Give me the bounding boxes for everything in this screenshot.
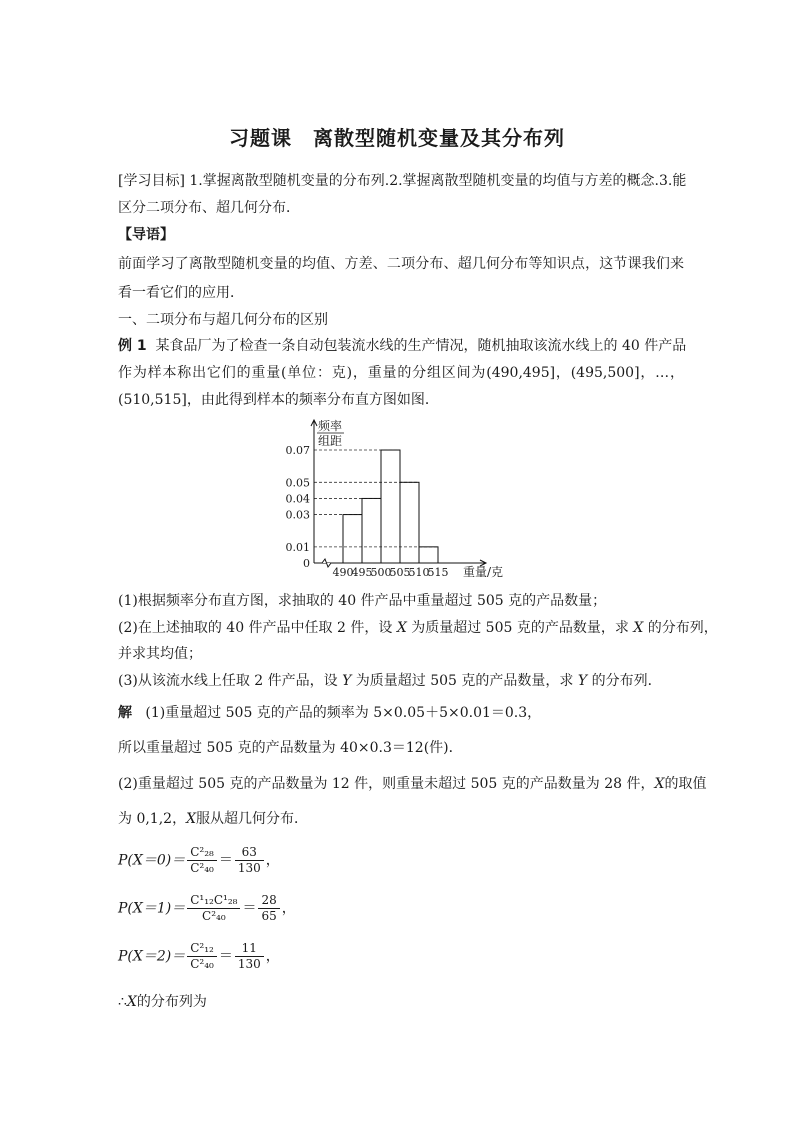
guide-line-2: 看一看它们的应用． bbox=[118, 285, 244, 301]
var-x: X bbox=[126, 994, 137, 1010]
histogram-bar bbox=[362, 498, 381, 563]
q2-part-a: (2)在上述抽取的 40 件产品中任取 2 件，设 bbox=[118, 620, 397, 636]
prob-x2-value bbox=[235, 941, 264, 972]
var-x: X bbox=[654, 776, 665, 792]
histogram-bar bbox=[400, 482, 419, 563]
var-x: X bbox=[396, 620, 407, 636]
distribution-lead-text: 的分布列为 bbox=[136, 994, 207, 1010]
solution-2-dist: 服从超几何分布． bbox=[196, 811, 309, 827]
equals: ＝ bbox=[242, 900, 257, 917]
q2-part-c: 的分布列， bbox=[643, 620, 718, 636]
guide-tag: 【导语】 bbox=[118, 227, 174, 243]
value-denominator: 65 bbox=[261, 909, 277, 923]
objective-text: 1.掌握离散型随机变量的分布列.2.掌握离散型随机变量的均值与方差的概念.3.能 bbox=[189, 173, 687, 189]
solution-2-text: (2)重量超过 505 克的产品数量为 12 件，则重量未超过 505 克的产品数量为 28 件， bbox=[118, 776, 655, 792]
question-2-line-2: 并求其均值； bbox=[118, 646, 202, 662]
equals: ＝ bbox=[218, 948, 233, 965]
y-tick-label: 0.07 bbox=[285, 444, 310, 458]
y-tick-label: 0.05 bbox=[285, 476, 310, 490]
value-numerator: 28 bbox=[258, 893, 279, 909]
solution-1b: 所以重量超过 505 克的产品数量为 40×0.3＝12(件)． bbox=[118, 740, 463, 756]
prob-x0 bbox=[118, 845, 280, 876]
prob-x1 bbox=[118, 893, 296, 924]
y-tick-label: 0.03 bbox=[285, 508, 310, 522]
q3-part-a: (3)从该流水线上任取 2 件产品，设 bbox=[118, 673, 343, 689]
x-axis-label: 重量/克 bbox=[463, 565, 504, 579]
histogram-bar bbox=[381, 450, 400, 563]
comb-numerator: C²₁₂ bbox=[187, 941, 217, 957]
solution-2-line-2 bbox=[118, 809, 684, 829]
prob-x2 bbox=[118, 941, 280, 972]
distribution-lead bbox=[118, 992, 684, 1012]
y-axis-label-bottom: 组距 bbox=[318, 434, 343, 448]
question-3 bbox=[118, 671, 684, 691]
section-heading: 一、二项分布与超几何分布的区别 bbox=[118, 312, 328, 328]
question-2-line-1 bbox=[118, 618, 718, 638]
prob-x1-value bbox=[258, 893, 279, 924]
example-line-3: (510,515]，由此得到样本的频率分布直方图如图． bbox=[118, 392, 439, 408]
y-axis-label-top: 频率 bbox=[318, 419, 343, 433]
comma: ， bbox=[265, 948, 280, 965]
prob-x0-value bbox=[235, 845, 264, 876]
prob-x0-lhs: P(X＝0)＝ bbox=[118, 852, 186, 869]
histogram-bar bbox=[419, 547, 438, 563]
prob-x2-comb bbox=[187, 941, 217, 972]
prob-x1-lhs: P(X＝1)＝ bbox=[118, 900, 186, 917]
solution-2-values: 为 0,1,2， bbox=[118, 811, 187, 827]
prob-x2-lhs: P(X＝2)＝ bbox=[118, 948, 186, 965]
x-tick-label: 515 bbox=[427, 566, 449, 579]
comb-denominator: C²₄₀ bbox=[202, 909, 226, 923]
q3-part-b: 为质量超过 505 克的产品数量，求 bbox=[351, 673, 578, 689]
prob-x0-comb bbox=[187, 845, 217, 876]
therefore-symbol: ∴ bbox=[118, 994, 127, 1010]
comb-denominator: C²₄₀ bbox=[190, 957, 214, 971]
page-title: 习题课 离散型随机变量及其分布列 bbox=[229, 126, 565, 150]
comb-denominator: C²₄₀ bbox=[190, 861, 214, 875]
comma: ， bbox=[281, 900, 296, 917]
value-denominator: 130 bbox=[237, 957, 261, 971]
q2-part-b: 为质量超过 505 克的产品数量，求 bbox=[406, 620, 634, 636]
solution-1-text: (1)重量超过 505 克的产品的频率为 5×0.05＋5×0.01＝0.3， bbox=[145, 705, 542, 721]
objective-line-2: 区分二项分布、超几何分布． bbox=[118, 200, 300, 216]
x-tick-label: 500 bbox=[370, 566, 392, 579]
example-label: 例 1 bbox=[118, 338, 147, 354]
guide-line-1: 前面学习了离散型随机变量的均值、方差、二项分布、超几何分布等知识点，这节课我们来 bbox=[118, 256, 684, 272]
var-y: Y bbox=[577, 673, 588, 689]
x-tick-label: 510 bbox=[408, 566, 430, 579]
example-line-2: 作为样本称出它们的重量(单位：克)，重量的分组区间为(490,495]，(495,500]，…， bbox=[118, 365, 684, 381]
value-numerator: 11 bbox=[235, 941, 264, 957]
comb-numerator: C¹₁₂C¹₂₈ bbox=[187, 893, 240, 909]
value-denominator: 130 bbox=[237, 861, 261, 875]
comb-numerator: C²₂₈ bbox=[187, 845, 217, 861]
x-tick-label: 505 bbox=[389, 566, 411, 579]
equals: ＝ bbox=[218, 852, 233, 869]
var-x: X bbox=[186, 811, 197, 827]
comma: ， bbox=[265, 852, 280, 869]
solution-1 bbox=[118, 703, 684, 723]
solution-2-tail: 的取值 bbox=[664, 776, 707, 792]
x-tick-label: 495 bbox=[351, 566, 373, 579]
y-tick-label: 0.01 bbox=[285, 540, 310, 554]
prob-x1-comb bbox=[187, 893, 240, 924]
histogram-bar bbox=[343, 515, 362, 563]
question-1: (1)根据频率分布直方图，求抽取的 40 件产品中重量超过 505 克的产品数量； bbox=[118, 593, 607, 609]
solution-label: 解 bbox=[118, 705, 132, 721]
var-x: X bbox=[633, 620, 644, 636]
x-tick-label: 490 bbox=[332, 566, 354, 579]
origin-label: 0 bbox=[303, 557, 310, 570]
value-numerator: 63 bbox=[235, 845, 264, 861]
axis-break-mark bbox=[322, 559, 331, 567]
example-text-1: 某食品厂为了检查一条自动包装流水线的生产情况，随机抽取该流水线上的 40 件产品 bbox=[155, 338, 687, 354]
q3-part-c: 的分布列． bbox=[587, 673, 662, 689]
solution-2-line-1 bbox=[118, 774, 707, 794]
objective-tag: [学习目标] bbox=[118, 173, 185, 189]
var-y: Y bbox=[342, 673, 352, 689]
y-tick-label: 0.04 bbox=[285, 492, 310, 506]
